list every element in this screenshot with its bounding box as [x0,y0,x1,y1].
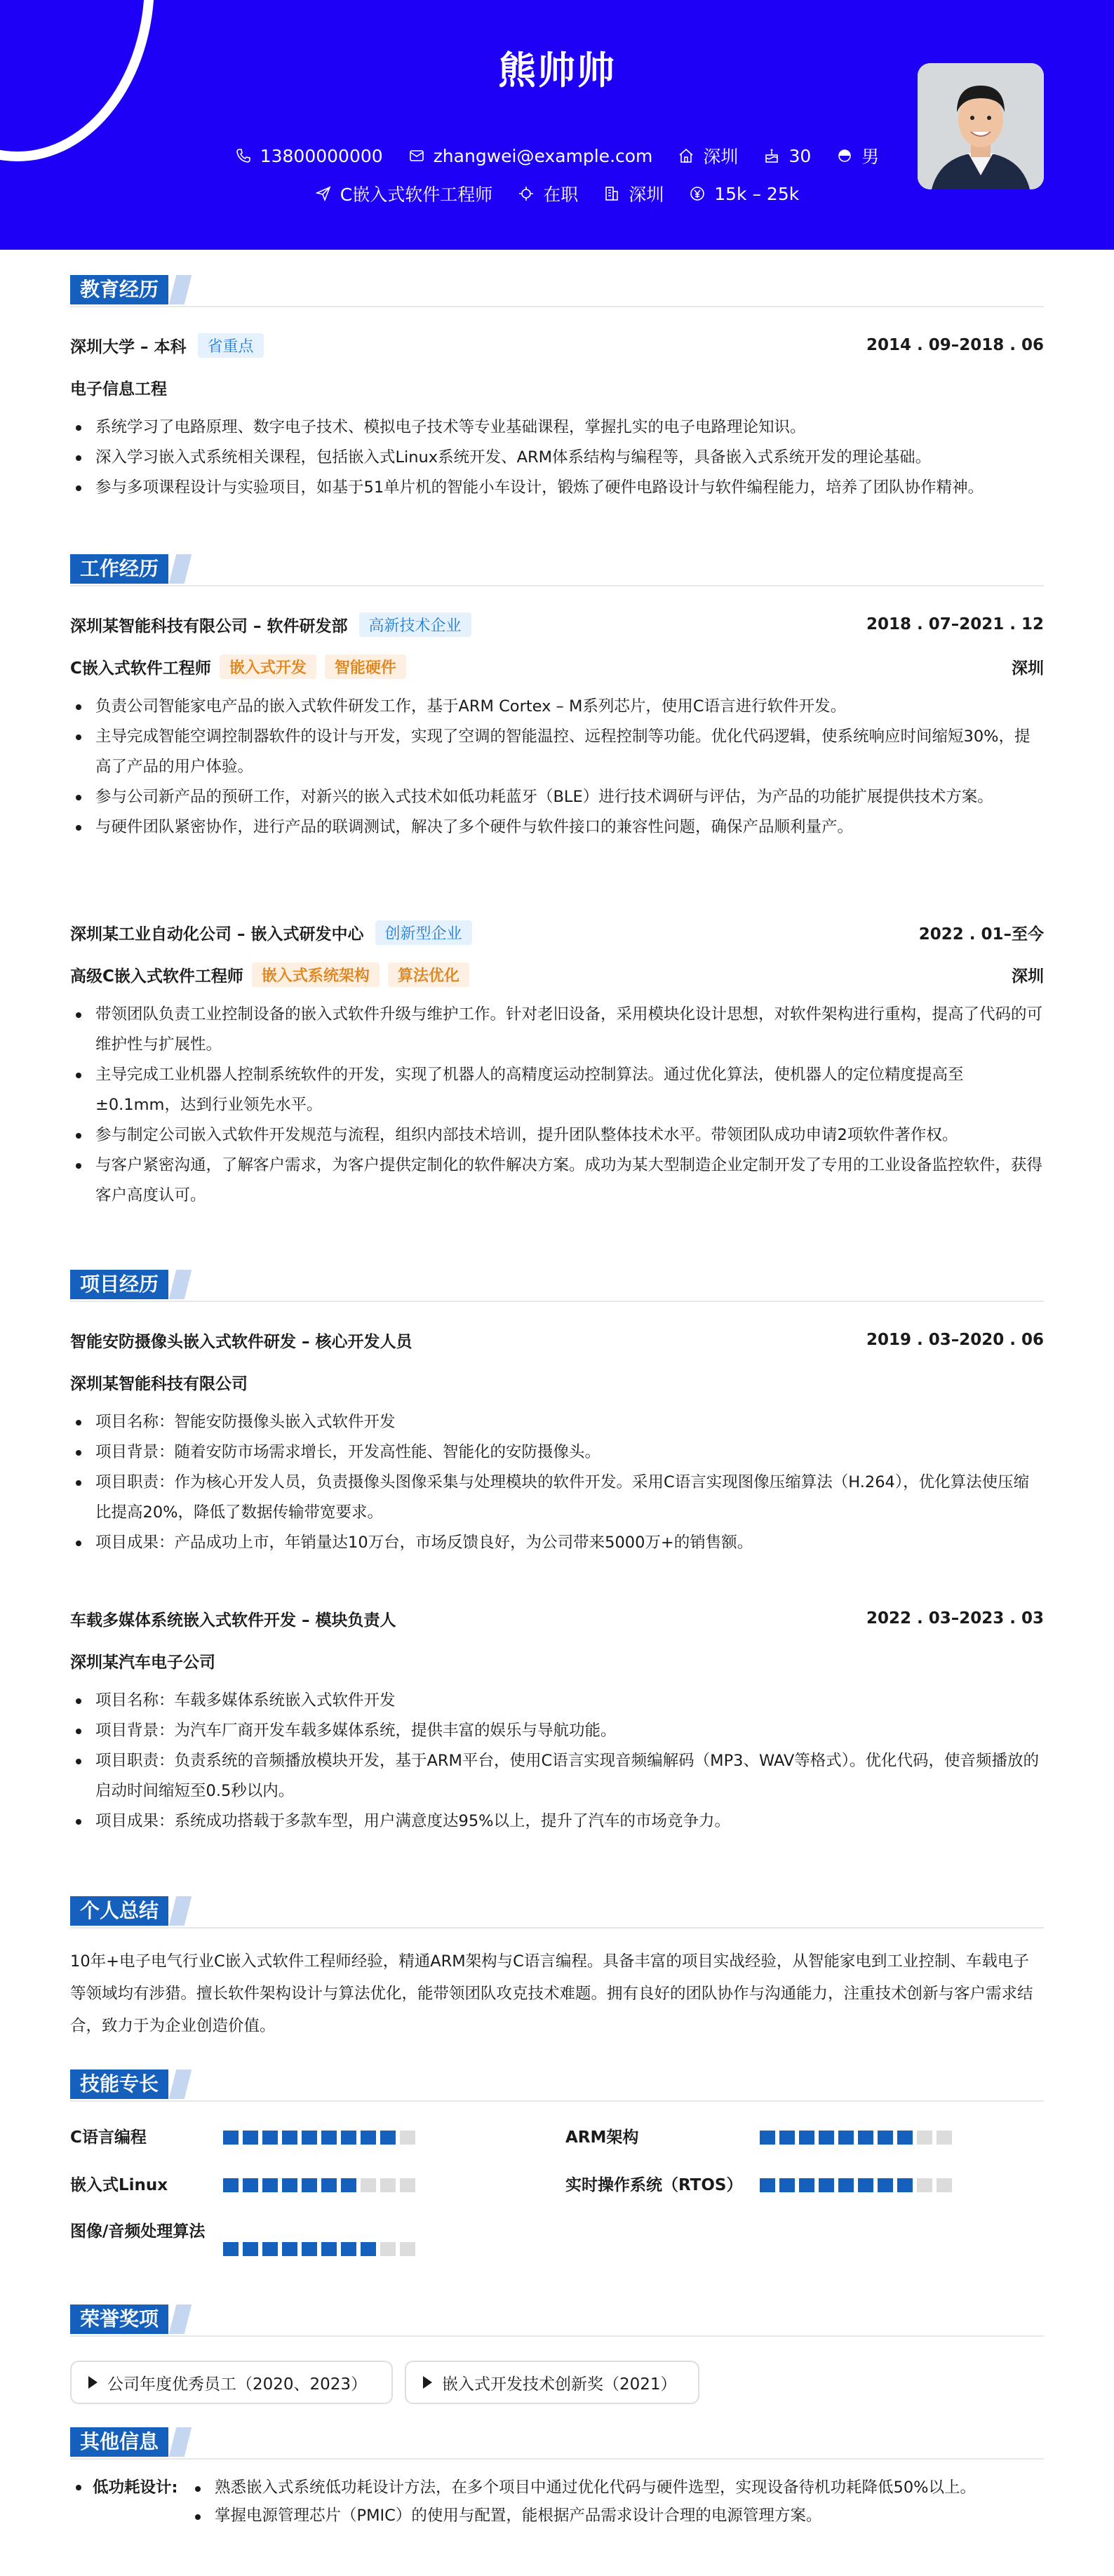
project-company: 深圳某智能科技有限公司 [70,1374,248,1393]
list-item: 主导完成智能空调控制器软件的设计与开发，实现了空调的智能温控、远程控制等功能。优化代码逻辑，使系统响应时间缩短30%，提高了产品的用户体验。 [70,722,1044,782]
cake-icon [763,147,780,164]
phone-item [235,146,383,166]
skill-level-filled [302,2242,317,2256]
skill-level-filled [262,2242,278,2256]
job-header [70,610,1044,638]
list-item: 系统学习了电路原理、数字电子技术、模拟电子技术等专业基础课程，掌握扎实的电子电路理论知识。 [70,412,1044,443]
skill-level-empty [380,2178,396,2192]
list-item: 项目名称：车载多媒体系统嵌入式软件开发 [70,1686,1044,1716]
skill-level-filled [321,2242,337,2256]
position-text: C嵌入式软件工程师 [340,185,493,205]
skill-level-filled [838,2178,854,2192]
job-role-row [70,652,1044,680]
skill-level-bar [223,2178,415,2192]
award-item [405,2361,699,2404]
skill-level-filled [878,2178,893,2192]
list-item: 项目名称：智能安防摄像头嵌入式软件开发 [70,1407,1044,1437]
skill-level-filled [858,2178,873,2192]
school-name: 深圳大学 – 本科 [70,337,187,356]
status-icon [518,185,535,202]
skill-name: 嵌入式Linux [70,2176,168,2194]
other-info-label: 低功耗设计: [93,2478,178,2497]
skill-level-filled [858,2131,873,2145]
skill-level-filled [243,2131,258,2145]
status-text: 在职 [543,185,579,205]
section-title: 教育经历 [70,275,168,304]
section-title: 其他信息 [70,2427,168,2457]
list-item: 与硬件团队紧密协作，进行产品的联调测试，解决了多个硬件与软件接口的兼容性问题，确保产品顺利量产。 [70,812,1044,843]
triangle-icon [423,2376,432,2389]
skill-name: 图像/音频处理算法 [70,2222,206,2241]
skill-level-filled [897,2131,913,2145]
school-tag: 省重点 [198,333,264,358]
age-item [763,146,811,166]
skill-level-filled [262,2131,278,2145]
send-icon [315,185,332,202]
skill-level-bar [760,2131,952,2145]
project-period: 2019 . 03–2020 . 06 [866,1331,1044,1349]
home-icon [678,147,694,164]
section-title: 工作经历 [70,554,168,584]
target-city-text: 深圳 [629,185,664,205]
project-bullets [70,1686,1044,1837]
skill-level-filled [838,2131,854,2145]
job-period: 2022 . 01–至今 [918,925,1044,944]
list-item: 负责公司智能家电产品的嵌入式软件研发工作，基于ARM Cortex – M系列芯片，使用C语言进行软件开发。 [70,692,1044,722]
status-item [518,181,578,206]
skill-level-filled [361,2242,376,2256]
work-section [70,554,1044,1205]
list-item: 与客户紧密沟通，了解客户需求，为客户提供定制化的软件解决方案。成功为某大型制造企业定制开发了专用的工业设备监控软件，获得客户高度认可。 [70,1151,1044,1211]
education-bullets [70,412,1044,503]
company-tag: 高新技术企业 [359,612,471,637]
list-item: 项目职责：负责系统的音频播放模块开发，基于ARM平台，使用C语言实现音频编解码（MP3、WAV等格式）。优化代码，使音频播放的启动时间缩短至0.5秒以内。 [70,1746,1044,1806]
candidate-name: 熊帅帅 [498,48,616,93]
list-item: 熟悉嵌入式系统低功耗设计方法，在多个项目中通过优化代码与硬件选型，实现设备待机功耗降低50%以上。 [189,2474,1044,2502]
section-title: 技能专长 [70,2069,168,2099]
triangle-icon [88,2376,98,2389]
job-bullets [70,692,1044,843]
job-role-row [70,960,1044,988]
list-item: 主导完成工业机器人控制系统软件的开发，实现了机器人的高精度运动控制算法。通过优化算法，使机器人的定位精度提高至±0.1mm，达到行业领先水平。 [70,1060,1044,1120]
skill-level-filled [302,2178,317,2192]
skill-name: 实时操作系统（RTOS） [565,2176,743,2194]
phone-text: 13800000000 [260,145,383,166]
company-name: 深圳某智能科技有限公司 – 软件研发部 [70,617,348,636]
skill-level-filled [262,2178,278,2192]
project-name: 车载多媒体系统嵌入式软件开发 – 模块负责人 [70,1611,396,1630]
age-text: 30 [788,145,812,166]
list-item: 参与多项课程设计与实验项目，如基于51单片机的智能小车设计，锻炼了硬件电路设计与软件编程能力，培养了团队协作精神。 [70,473,1044,503]
section-header [70,1270,1044,1302]
resume-header [0,0,1114,250]
skill-level-filled [760,2178,775,2192]
skill-level-filled [223,2178,239,2192]
skill-level-filled [779,2131,795,2145]
mail-icon [408,147,425,164]
phone-icon [235,147,252,164]
gender-text: 男 [861,147,880,167]
company-name: 深圳某工业自动化公司 – 嵌入式研发中心 [70,925,364,944]
project-company: 深圳某汽车电子公司 [70,1653,215,1672]
summary-text: 10年+电子电气行业C嵌入式软件工程师经验，精通ARM架构与C语言编程。具备丰富的项目实战经验，从智能家电到工业控制、车载电子等领域均有涉猎。擅长软件架构设计与算法优化，能带领团队攻克技术难题。拥有良好的团队协作与沟通能力，注重技术创新与客户需求结合，致力于为企业创造价值。 [70,1952,1033,2035]
education-section [70,275,1044,497]
position-item [315,181,492,206]
list-item: 带领团队负责工业控制设备的嵌入式软件升级与维护工作。针对老旧设备，采用模块化设计思想，对软件架构进行重构，提高了代码的可维护性与扩展性。 [70,1000,1044,1060]
city-item [678,143,738,168]
list-item: 参与制定公司嵌入式软件开发规范与流程，组织内部技术培训，提升团队整体技术水平。带领团队成功申请2项软件著作权。 [70,1120,1044,1151]
awards-section [70,2305,1044,2394]
list-item: 项目背景：随着安防市场需求增长，开发高性能、智能化的安防摄像头。 [70,1437,1044,1468]
skill-level-filled [799,2131,814,2145]
section-title-accent [169,554,192,584]
section-title: 荣誉奖项 [70,2305,168,2334]
skill-level-empty [917,2131,932,2145]
skill-name: C语言编程 [70,2128,147,2147]
skill-level-empty [937,2131,952,2145]
skill-level-empty [400,2178,415,2192]
list-item: 掌握电源管理芯片（PMIC）的使用与配置，能根据产品需求设计合理的电源管理方案。 [189,2502,1044,2530]
skill-level-bar [223,2131,415,2145]
skill-tag: 嵌入式系统架构 [252,962,380,987]
education-period: 2014 . 09–2018 . 06 [866,336,1044,354]
city-text: 深圳 [703,147,739,167]
major-name: 电子信息工程 [70,380,167,398]
project-company-row [70,1368,1044,1396]
avatar [918,63,1044,189]
skill-level-filled [819,2178,834,2192]
skill-level-filled [341,2178,356,2192]
email-item [408,146,653,166]
skill-level-filled [243,2242,258,2256]
award-text: 嵌入式开发技术创新奖（2021） [442,2375,677,2394]
role-name: 高级C嵌入式软件工程师 [70,967,243,986]
skill-level-filled [341,2242,356,2256]
skill-level-filled [321,2131,337,2145]
other-info-bullets [189,2474,1044,2530]
job-bullets [70,1000,1044,1211]
education-major-row [70,373,1044,401]
salary-item [689,184,799,204]
project-header [70,1326,1044,1354]
skills-section [70,2069,1044,2241]
education-entry-header [70,331,1044,359]
list-item: 项目背景：为汽车厂商开发车载多媒体系统，提供丰富的娱乐与导航功能。 [70,1716,1044,1746]
skill-level-bar [223,2242,415,2256]
skill-level-filled [897,2178,913,2192]
section-header [70,2305,1044,2337]
section-header [70,2427,1044,2460]
list-item: 项目职责：作为核心开发人员，负责摄像头图像采集与处理模块的软件开发。采用C语言实现图像压缩算法（H.264），优化算法使压缩比提高20%，降低了数据传输带宽要求。 [70,1468,1044,1528]
section-header [70,554,1044,586]
section-title-accent [169,2305,192,2334]
skill-level-filled [779,2178,795,2192]
project-company-row [70,1646,1044,1675]
role-name: C嵌入式软件工程师 [70,659,211,678]
section-header [70,1896,1044,1928]
skill-level-filled [282,2242,297,2256]
target-city-item [603,181,664,206]
skill-level-empty [361,2178,376,2192]
skill-level-filled [799,2178,814,2192]
skill-level-bar [760,2178,952,2192]
gender-icon [836,147,853,164]
skill-level-empty [400,2242,415,2256]
list-item: 参与公司新产品的预研工作，对新兴的嵌入式技术如低功耗蓝牙（BLE）进行技术调研与评估，为产品的功能扩展提供技术方案。 [70,782,1044,812]
skill-level-empty [400,2131,415,2145]
list-item: 项目成果：系统成功搭载于多款车型，用户满意度达95%以上，提升了汽车的市场竞争力。 [70,1806,1044,1837]
skill-tag: 嵌入式开发 [220,655,316,679]
skill-level-filled [361,2131,376,2145]
skill-tag: 智能硬件 [325,655,406,679]
section-title: 项目经历 [70,1270,168,1299]
skill-level-filled [282,2178,297,2192]
project-name: 智能安防摄像头嵌入式软件研发 – 核心开发人员 [70,1332,412,1351]
skill-level-filled [223,2242,239,2256]
skill-tag: 算法优化 [388,962,469,987]
job-period: 2018 . 07–2021 . 12 [866,615,1044,633]
skill-name: ARM架构 [565,2128,639,2147]
skill-level-filled [878,2131,893,2145]
skill-level-empty [380,2242,396,2256]
section-title: 个人总结 [70,1896,168,1926]
list-item: 深入学习嵌入式系统相关课程，包括嵌入式Linux系统开发、ARM体系结构与编程等，具备嵌入式系统开发的理论基础。 [70,443,1044,473]
salary-icon [689,185,706,202]
section-title-accent [169,2069,192,2099]
skill-level-filled [302,2131,317,2145]
skill-level-filled [380,2131,396,2145]
skill-level-filled [282,2131,297,2145]
skill-level-filled [223,2131,239,2145]
gender-item [836,143,879,168]
project-period: 2022 . 03–2023 . 03 [866,1609,1044,1628]
award-text: 公司年度优秀员工（2020、2023） [107,2375,368,2394]
skill-level-empty [917,2178,932,2192]
skill-level-filled [321,2178,337,2192]
project-header [70,1604,1044,1632]
section-title-accent [169,1270,192,1299]
skill-level-filled [819,2131,834,2145]
bullet-dot [76,2485,81,2490]
skill-level-filled [341,2131,356,2145]
skill-level-empty [937,2178,952,2192]
section-title-accent [169,2427,192,2457]
project-bullets [70,1407,1044,1558]
list-item: 项目成果：产品成功上市，年销量达10万台，市场反馈良好，为公司带来5000万+的销售额。 [70,1528,1044,1558]
section-title-accent [169,275,192,304]
section-title-accent [169,1896,192,1926]
email-text: zhangwei@example.com [433,145,653,166]
job-header [70,918,1044,946]
section-header [70,2069,1044,2102]
company-tag: 创新型企业 [375,920,472,945]
summary-section [70,1896,1044,2035]
other-info-section [70,2427,1044,2525]
salary-text: 15k – 25k [714,183,800,204]
building-icon [603,185,620,202]
skill-level-filled [243,2178,258,2192]
section-header [70,275,1044,307]
skill-level-filled [760,2131,775,2145]
projects-section [70,1270,1044,1830]
job-location: 深圳 [1012,659,1044,678]
award-item [70,2361,393,2404]
job-location: 深圳 [1012,967,1044,986]
